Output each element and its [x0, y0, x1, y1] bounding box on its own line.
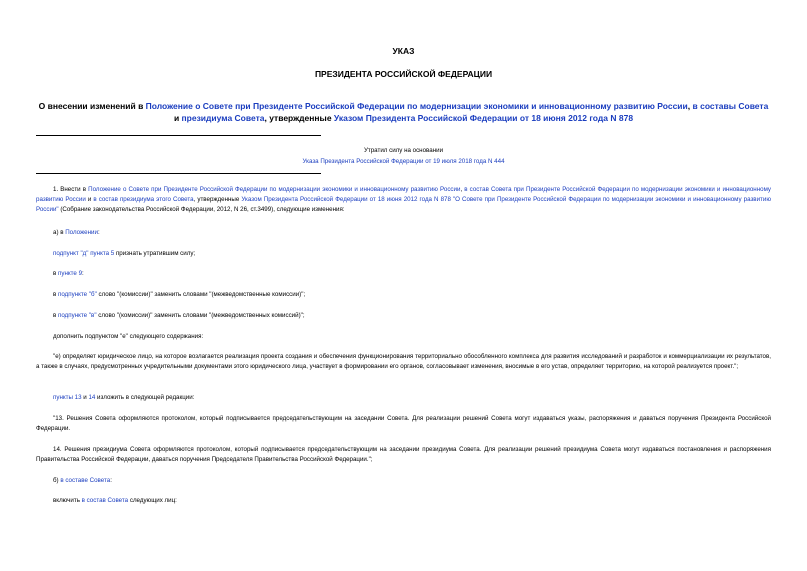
item-pb-prefix: в — [53, 291, 59, 298]
document-title-president: ПРЕЗИДЕНТА РОССИЙСКОЙ ФЕДЕРАЦИИ — [314, 69, 493, 79]
item-incl-suffix: следующих лиц: — [128, 497, 177, 504]
para1-mid3: , утвержденные — [193, 196, 242, 203]
item-a-suffix: : — [97, 229, 100, 236]
item-b-prefix: б) — [53, 477, 61, 484]
subject-mid3: , утвержденные — [264, 113, 334, 123]
item-p9-suffix: : — [82, 270, 84, 277]
item-a-prefix: а) в — [53, 229, 66, 236]
link-punkty-13[interactable]: пункты 13 — [53, 394, 82, 401]
subject-mid2: и — [173, 113, 182, 123]
list-item-add-podpunkt: дополнить подпунктом "е" следующего содержания: — [53, 333, 204, 340]
item-pb-suffix: слово "(комиссии)" заменить словами "(межведомственные комиссии)"; — [96, 291, 306, 298]
paragraph-1 — [36, 185, 771, 215]
link-para1-ukaz-878[interactable]: Указом Президента Российской Федерации от 18 июня 2012 года N 878 "О Совете при Президенте Российской Федерации по модернизации экономики и инновационному развитию России" — [36, 196, 771, 213]
link-polozhenie[interactable]: Положение о Совете при Президенте Российской Федерации по модернизации экономики и инновационному развитию России — [145, 101, 688, 111]
para1-suffix: (Собрание законодательства Российской Федерации, 2012, N 26, ст.3499), следующие изменения: — [58, 206, 345, 213]
list-item-podpunkt-v — [53, 311, 771, 321]
link-podpunkt-b[interactable]: подпункте "б" — [58, 291, 97, 298]
link-ukaz-444[interactable]: Указа Президента Российской Федерации от 19 июля 2018 года N 444 — [302, 158, 505, 165]
link-ukaz-878[interactable]: Указом Президента Российской Федерации от 18 июня 2012 года N 878 — [333, 113, 634, 123]
link-polozhenii[interactable]: Положении — [65, 229, 98, 236]
quoted-podpunkt-e: "е) определяет юридическое лицо, на которое возлагается реализация проекта создания и обеспечения функционирования территориально обособленного комплекса для развития исследований и разработок и коммерциализации их результатов, а также в случаях, предусмотренных учредительными документами этого юридического лица, участвует в формировании его органов, согласовывает изменения, вносимые в его устав, определяет территорию, на которой реализуется проект."; — [36, 353, 771, 370]
list-item-a — [53, 228, 771, 238]
item-incl-prefix: включить — [53, 497, 82, 504]
link-v-sostave-soveta[interactable]: в составе Совета — [60, 477, 111, 484]
item-b-suffix: : — [110, 477, 112, 484]
item-pv-prefix: в — [53, 312, 59, 319]
list-item-d — [53, 249, 771, 259]
link-podpunkt-d[interactable]: подпункт "д" — [53, 250, 89, 257]
para1-prefix: 1. Внести в — [53, 186, 89, 193]
document-subject — [36, 100, 771, 124]
para1-mid1: , — [460, 186, 465, 193]
item-p9-prefix: в — [53, 270, 59, 277]
subject-mid1: , — [687, 101, 693, 111]
divider-bottom — [36, 173, 321, 174]
item-p1314-mid: и — [81, 394, 89, 401]
item-pv-suffix: слово "(комиссии)" заменить словами "(межведомственных комиссий)"; — [96, 312, 305, 319]
link-podpunkt-v[interactable]: подпункте "в" — [58, 312, 97, 319]
item-d-suffix: признать утратившим силу; — [114, 250, 196, 257]
link-para1-sostav-prezidiuma[interactable]: в состав президиума этого Совета — [93, 196, 194, 203]
list-item-b — [53, 476, 771, 486]
link-prezidium-soveta[interactable]: президиума Совета — [181, 113, 265, 123]
status-note: Утратил силу на основании — [363, 147, 444, 154]
quoted-punkt-13: "13. Решения Совета оформляются протоколом, который подписывается председательствующим на заседании Совета. Для реализации решений Совета могут издаваться указы, распоряжения и даваться поручения Президента Российской Федерации. — [36, 415, 771, 432]
link-punkt-5[interactable]: пункта 5 — [90, 250, 115, 257]
link-punkt-9[interactable]: пункте 9 — [58, 270, 83, 277]
divider-top — [36, 135, 321, 136]
quoted-punkt-14: 14. Решения президиума Совета оформляются протоколом, который подписывается председательствующим на заседании президиума Совета. Для реализации решений президиума Совета могут издаваться постановления и распоряжения Правительства Российской Федерации, даваться поручения Председателя Правительства Российской Федерации."; — [36, 446, 771, 463]
item-p1314-suffix: изложить в следующей редакции: — [95, 394, 195, 401]
link-para1-polozhenie[interactable]: Положение о Совете при Президенте Российской Федерации по модернизации экономики и инновационному развитию России — [88, 186, 461, 193]
link-sostavy-soveta[interactable]: в составы Совета — [692, 101, 769, 111]
list-item-punkty-13-14 — [53, 393, 771, 403]
link-v-sostav-soveta[interactable]: в состав Совета — [81, 497, 129, 504]
list-item-punkt-9 — [53, 269, 771, 279]
status-note-link-line — [0, 157, 807, 167]
para1-mid2: и — [85, 196, 94, 203]
subject-prefix: О внесении изменений в — [38, 101, 146, 111]
document-title-ukaz: УКАЗ — [392, 46, 415, 56]
list-item-podpunkt-b — [53, 290, 771, 300]
link-para1-sostav-soveta[interactable]: в состав Совета при Президенте Российской Федерации по модернизации экономики и инновационному развитию России — [36, 186, 771, 203]
list-item-include — [53, 496, 771, 506]
link-punkt-14[interactable]: 14 — [88, 394, 96, 401]
